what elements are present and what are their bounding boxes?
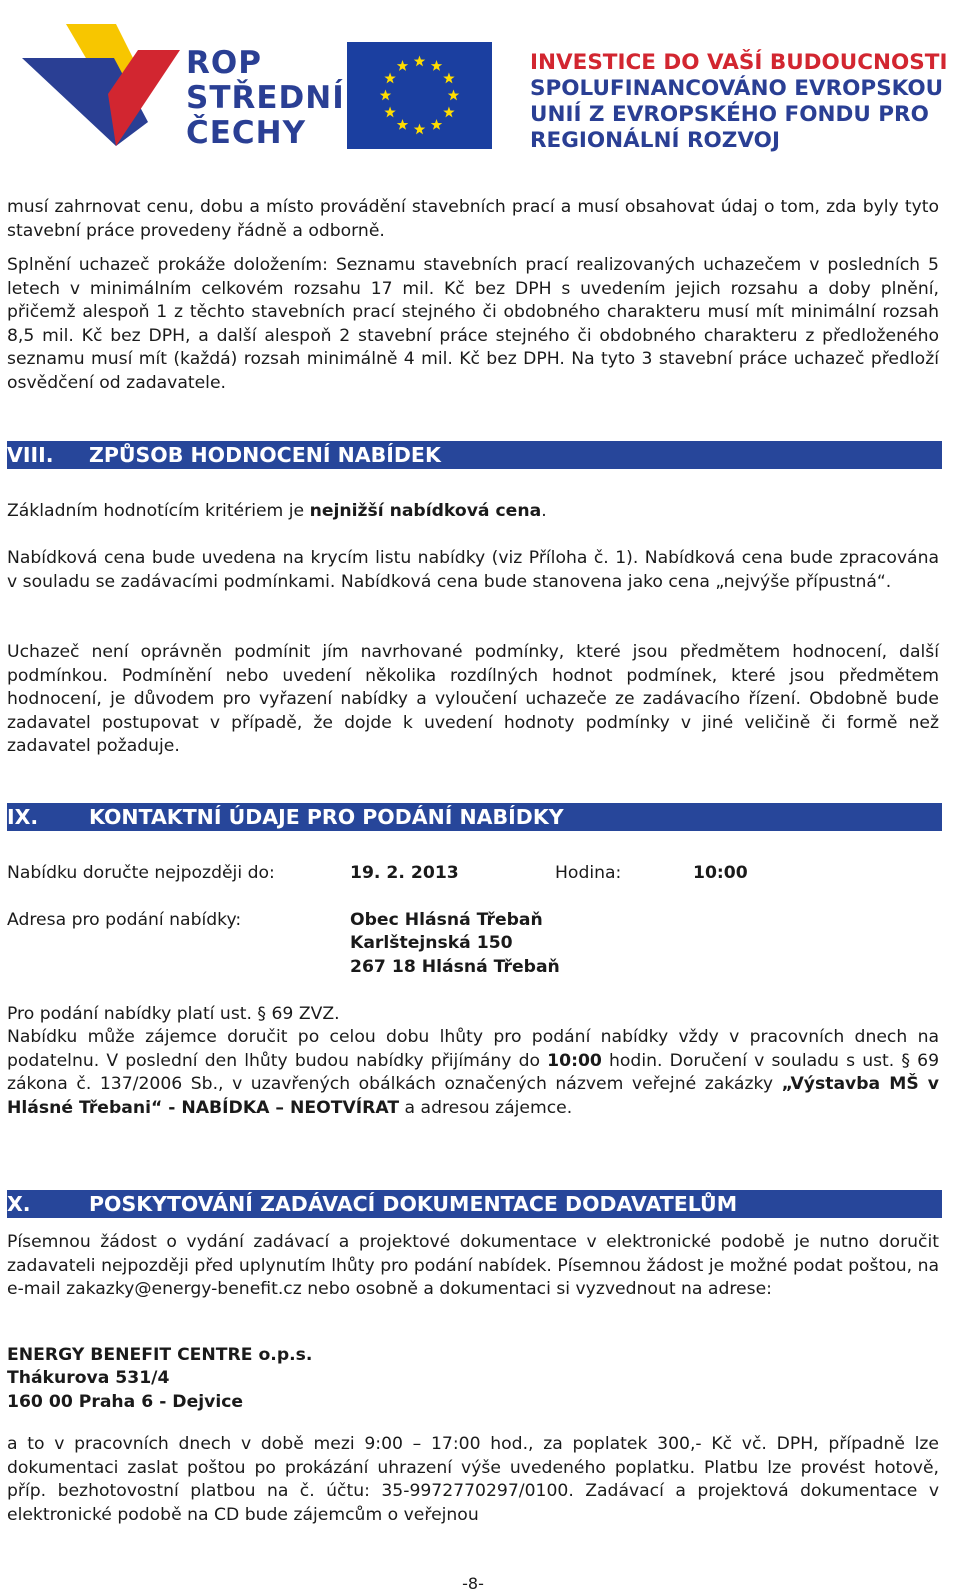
page-number: -8- xyxy=(462,1574,484,1593)
eu-slogan-line-2: SPOLUFINANCOVÁNO EVROPSKOU xyxy=(530,76,944,101)
hour-label: Hodina: xyxy=(555,863,622,883)
section-heading-x xyxy=(7,1190,942,1218)
delivery-paragraph xyxy=(7,1026,939,1120)
criterion-paragraph xyxy=(7,500,939,524)
zvz-paragraph: Pro podání nabídky platí ust. § 69 ZVZ. xyxy=(7,1004,340,1024)
rop-logo-text xyxy=(186,46,345,151)
price-paragraph: Nabídková cena bude uvedena na krycím listu nabídky (viz Příloha č. 1). Nabídková cena bude zpracována v souladu se zadávacími podmínkami. Nabídková cena bude stanovena jako cena „nejvýše přípustná“. xyxy=(7,548,939,592)
section-title: ZPŮSOB HODNOCENÍ NABÍDEK xyxy=(89,443,441,467)
eu-slogan xyxy=(530,50,947,154)
address-line-1: Obec Hlásná Třebaň xyxy=(350,910,543,930)
section-number: VIII. xyxy=(7,443,54,467)
rop-line-1: ROP xyxy=(186,45,262,81)
delivery-text-a: Nabídku může zájemce doručit po celou dobu lhůty pro podání nabídky vždy v pracovních dnech na podatelnu. V poslední den lhůty budou nabídky přijímány do xyxy=(7,1027,939,1071)
section-title: KONTAKTNÍ ÚDAJE PRO PODÁNÍ NABÍDKY xyxy=(89,805,564,829)
eu-flag-icon xyxy=(347,42,492,149)
section-number: IX. xyxy=(7,805,39,829)
rop-line-2: STŘEDNÍ xyxy=(186,80,345,116)
section-heading-viii xyxy=(7,441,942,469)
address-label: Adresa pro podání nabídky: xyxy=(7,910,242,930)
delivery-envelope-label: „Výstavba MŠ v Hlásné Třebani“ - NABÍDKA – NEOTVÍRAT xyxy=(7,1074,939,1118)
request-paragraph: Písemnou žádost o vydání zadávací a projektové dokumentace v elektronické podobě je nutno doručit zadavateli nejpozději před uplynutím lhůty pro podání nabídek. Písemnou žádost je možné podat poštou, na e-mail zakazky@energy-benefit.cz nebo osobně a dokumentaci si vyzvednout na adrese: xyxy=(7,1232,939,1300)
conditions-paragraph: Uchazeč není oprávněn podmínit jím navrhované podmínky, které jsou předmětem hodnocení, další podmínkou. Podmínění nebo uvedení několika rozdílných hodnot podmínek, které jsou předmětem hodnocení, je důvodem pro vyřazení nabídky a vyloučení uchazeče ze zadávacího řízení. Obdobně bude zadavatel postupovat v případě, že dojde k uvedení hodnoty podmínky v jiné veličině či formě než zadavatel požaduje. xyxy=(7,642,939,757)
address-line-3: 267 18 Hlásná Třebaň xyxy=(350,957,560,977)
page-header xyxy=(0,0,953,185)
intro-paragraph-1: musí zahrnovat cenu, dobu a místo provádění stavebních prací a musí obsahovat údaj o tom, zda byly tyto stavební práce provedeny řádně a odborně. xyxy=(7,197,939,241)
hour-value: 10:00 xyxy=(693,863,748,883)
delivery-text-b: hodin. Doručení v souladu s ust. § 69 zákona č. 137/2006 Sb., v uzavřených obálkách označených názvem veřejné zakázky xyxy=(7,1050,939,1095)
pickup-address-line-3: 160 00 Praha 6 - Dejvice xyxy=(7,1392,244,1412)
delivery-hour: 10:00 xyxy=(547,1050,602,1071)
criterion-suffix: . xyxy=(541,501,547,521)
rop-line-3: ČECHY xyxy=(186,115,307,151)
section-title: POSKYTOVÁNÍ ZADÁVACÍ DOKUMENTACE DODAVATELŮM xyxy=(89,1192,738,1216)
deadline-label: Nabídku doručte nejpozději do: xyxy=(7,863,275,883)
deadline-date: 19. 2. 2013 xyxy=(350,863,459,883)
section-heading-ix xyxy=(7,803,942,831)
pickup-address-line-1: ENERGY BENEFIT CENTRE o.p.s. xyxy=(7,1345,313,1365)
eu-slogan-line-4: REGIONÁLNÍ ROZVOJ xyxy=(530,128,780,153)
delivery-text-c: a adresou zájemce. xyxy=(399,1097,573,1118)
criterion-text: Základním hodnotícím kritériem je xyxy=(7,501,310,521)
intro-paragraph-2: Splnění uchazeč prokáže doložením: Seznamu stavebních prací realizovaných uchazečem v posledních 5 letech v minimálním celkovém rozsahu 17 mil. Kč bez DPH s uvedením jejich rozsahu a doby plnění, přičemž alespoň 1 z těchto stavebních prací stejného či obdobného charakteru musí mít minimální rozsah 8,5 mil. Kč bez DPH, a další alespoň 2 stavební práce stejného či obdobného charakteru z předloženého seznamu musí mít (každá) rozsah minimálně 4 mil. Kč bez DPH. Na tyto 3 stavební práce uchazeč předloží osvědčení od zadavatele. xyxy=(7,255,939,393)
pickup-address-line-2: Thákurova 531/4 xyxy=(7,1368,170,1388)
criterion-bold: nejnižší nabídková cena xyxy=(309,501,542,521)
eu-slogan-line-3: UNIÍ Z EVROPSKÉHO FONDU PRO xyxy=(530,102,929,127)
fee-paragraph: a to v pracovních dnech v době mezi 9:00 – 17:00 hod., za poplatek 300,- Kč vč. DPH, případně lze dokumentaci zaslat poštou po prokázání uhrazení výše uvedeného poplatku. Platbu lze provést hotově, příp. bezhotovostní platbou na č. účtu: 35-9972770297/0100. Zadávací a projektová dokumentace v elektronické podobě na CD bude zájemcům o veřejnou xyxy=(7,1434,939,1525)
eu-slogan-line-1: INVESTICE DO VAŠÍ BUDOUCNOSTI xyxy=(530,50,948,75)
address-line-2: Karlštejnská 150 xyxy=(350,933,513,953)
section-number: X. xyxy=(7,1192,31,1216)
